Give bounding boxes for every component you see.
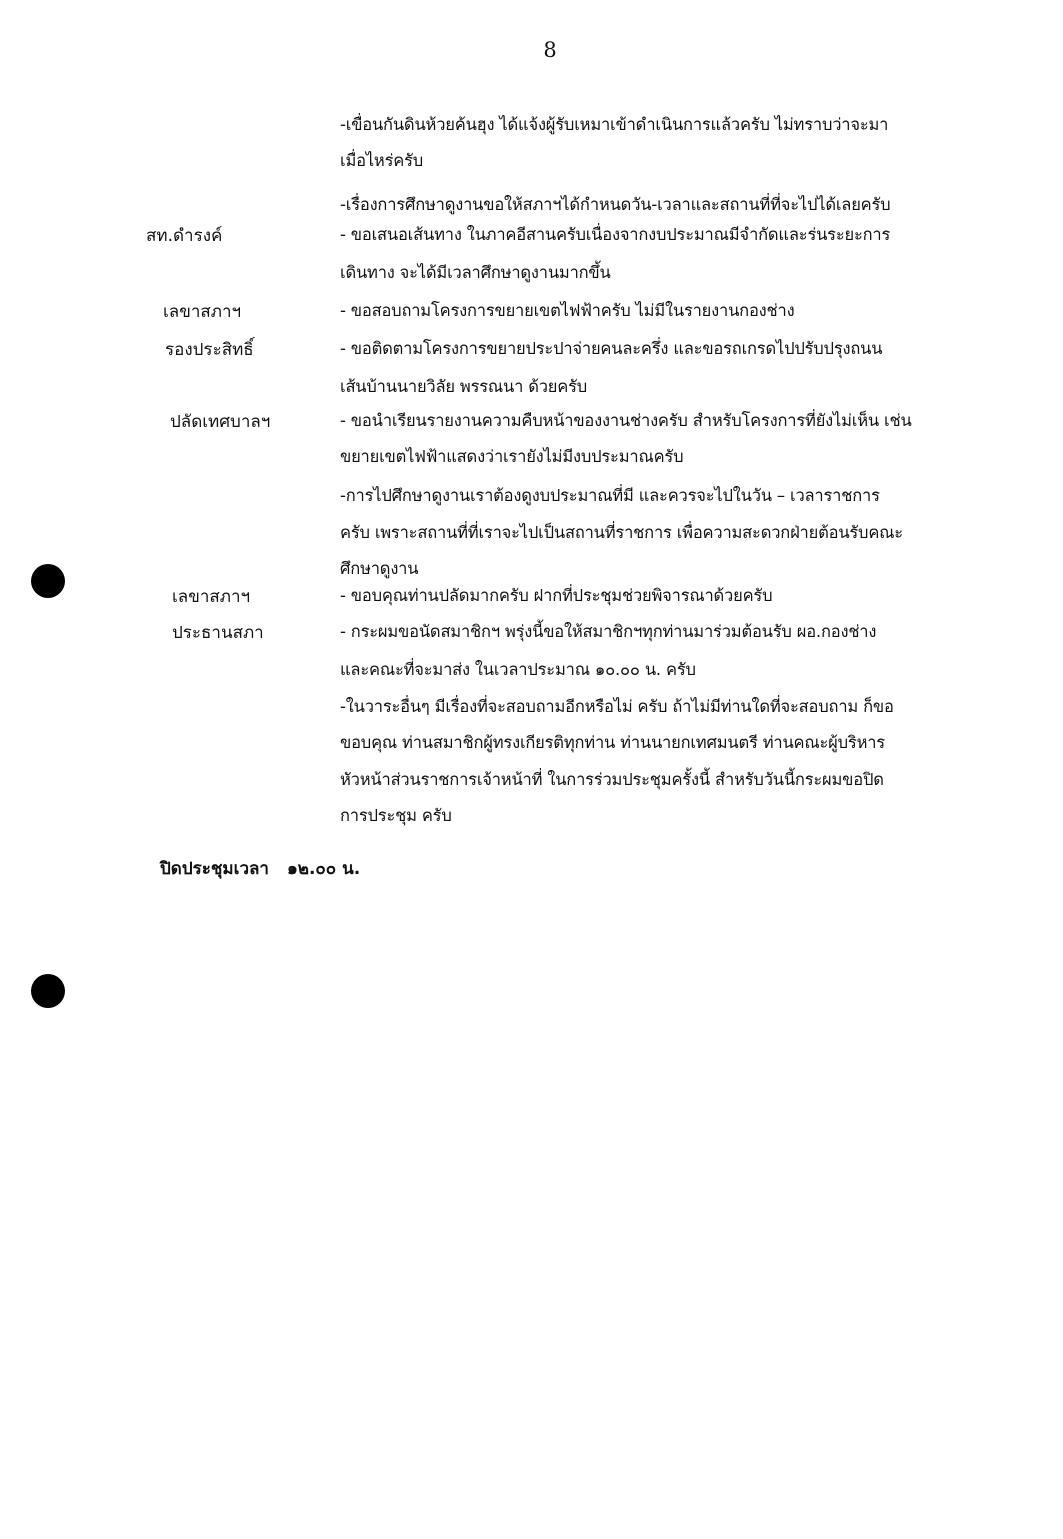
statement-line: หัวหน้าส่วนราชการเจ้าหน้าที่ ในการร่วมประชุมครั้งนี้ สำหรับวันนี้กระผมขอปิด bbox=[340, 770, 884, 789]
statement-line: - ขอเสนอเส้นทาง ในภาคอีสานครับเนื่องจากงบประมาณมีจำกัดและร่นระยะการ bbox=[340, 225, 891, 244]
statement-line: เส้นบ้านนายวิลัย พรรณนา ด้วยครับ bbox=[340, 377, 588, 396]
statement-line: - ขอนำเรียนรายงานความคืบหน้าของงานช่างครับ สำหรับโครงการที่ยังไม่เห็น เช่น bbox=[340, 411, 912, 430]
statement-line: - ขอสอบถามโครงการขยายเขตไฟฟ้าครับ ไม่มีในรายงานกองช่าง bbox=[340, 301, 795, 320]
statement-line: -เขื่อนกันดินห้วยค้นฮุง ได้แจ้งผู้รับเหมาเข้าดำเนินการแล้วครับ ไม่ทราบว่าจะมา bbox=[340, 115, 889, 134]
page-number: 8 bbox=[543, 38, 557, 62]
statement-line: การประชุม ครับ bbox=[340, 806, 452, 825]
statement-line: - ขอติดตามโครงการขยายประปาจ่ายคนละครึ่ง และขอรถเกรดไปปรับปรุงถนน bbox=[340, 339, 883, 358]
statement-line: ขยายเขตไฟฟ้าแสดงว่าเรายังไม่มีงบประมาณครับ bbox=[340, 447, 684, 466]
statement-line: ศึกษาดูงาน bbox=[340, 559, 419, 578]
statement-line: และคณะที่จะมาส่ง ในเวลาประมาณ ๑๐.๐๐ น. ครับ bbox=[340, 660, 696, 679]
statement-line: -เรื่องการศึกษาดูงานขอให้สภาฯได้กำหนดวัน-เวลาและสถานที่ที่จะไปได้เลยครับ bbox=[340, 195, 891, 214]
closing-label: ปิดประชุมเวลา bbox=[160, 859, 269, 879]
statement-line: -การไปศึกษาดูงานเราต้องดูงบประมาณที่มี และควรจะไปในวัน – เวลาราชการ bbox=[340, 486, 880, 505]
statement-line: - ขอบคุณท่านปลัดมากครับ ฝากที่ประชุมช่วยพิจารณาด้วยครับ bbox=[340, 586, 773, 605]
closing-time: ๑๒.๐๐ น. bbox=[286, 859, 361, 879]
statement-line: เดินทาง จะได้มีเวลาศึกษาดูงานมากขึ้น bbox=[340, 263, 611, 282]
statement-line: - กระผมขอนัดสมาชิกฯ พรุ่งนี้ขอให้สมาชิกฯทุกท่านมาร่วมต้อนรับ ผอ.กองช่าง bbox=[340, 622, 877, 641]
punch-hole bbox=[31, 974, 65, 1008]
punch-hole bbox=[31, 564, 65, 598]
speaker-name: รองประสิทธิ์ bbox=[165, 340, 254, 360]
statement-line: เมื่อไหร่ครับ bbox=[340, 151, 424, 170]
speaker-name: ประธานสภา bbox=[172, 623, 264, 643]
statement-line: ครับ เพราะสถานที่ที่เราจะไปเป็นสถานที่ราชการ เพื่อความสะดวกฝ่ายต้อนรับคณะ bbox=[340, 523, 903, 542]
speaker-name: เลขาสภาฯ bbox=[172, 587, 251, 607]
speaker-name: เลขาสภาฯ bbox=[163, 302, 242, 322]
meeting-close-line bbox=[160, 855, 378, 882]
statement-line: ขอบคุณ ท่านสมาชิกผู้ทรงเกียรติทุกท่าน ท่านนายกเทศมนตรี ท่านคณะผู้บริหาร bbox=[340, 733, 885, 752]
statement-line: -ในวาระอื่นๆ มีเรื่องที่จะสอบถามอีกหรือไม่ ครับ ถ้าไม่มีท่านใดที่จะสอบถาม ก็ขอ bbox=[340, 697, 894, 716]
speaker-name: ปลัดเทศบาลฯ bbox=[170, 412, 271, 432]
speaker-name: สท.ดำรงค์ bbox=[146, 226, 223, 246]
